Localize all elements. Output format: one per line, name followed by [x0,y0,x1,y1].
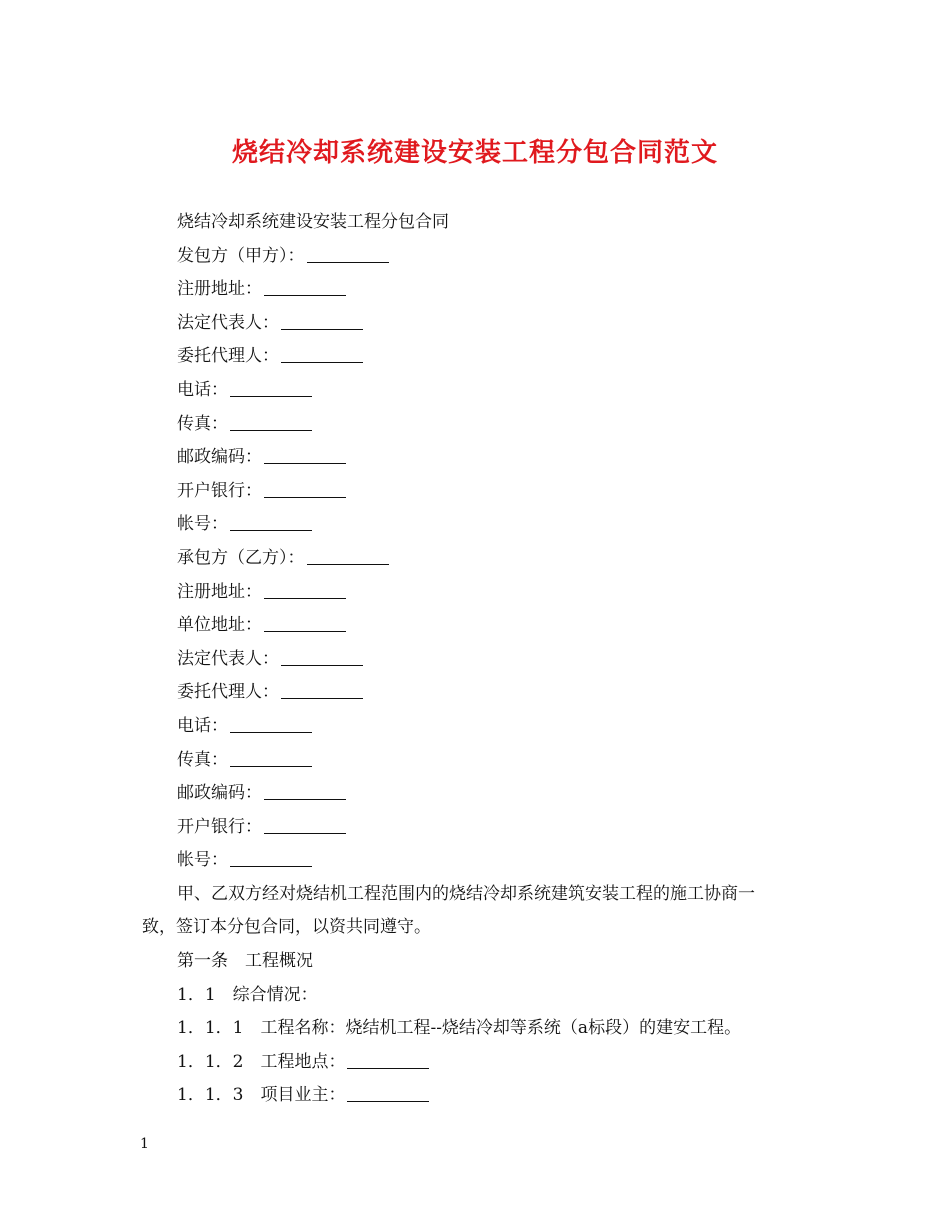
field-label: 传真： [177,749,228,770]
party-b-field [142,811,810,845]
clause-1-1-3 [142,1079,810,1113]
field-blank [264,294,346,296]
party-a-field [142,307,810,341]
field-blank [230,731,312,733]
field-label: 邮政编码： [177,783,262,804]
field-blank [264,496,346,498]
party-b-field [142,643,810,677]
field-label: 委托代理人： [177,346,279,367]
document-body [142,206,810,1113]
party-b-blank [307,563,389,565]
field-blank [264,798,346,800]
field-label: 单位地址： [177,615,262,636]
party-b-field [142,710,810,744]
party-a-field [142,374,810,408]
intro-paragraph-line1: 甲、乙双方经对烧结机工程范围内的烧结冷却系统建筑安装工程的施工协商一 [177,883,755,904]
party-a-field [142,441,810,475]
contract-subtitle: 烧结冷却系统建设安装工程分包合同 [177,212,449,232]
party-a-label: 发包方（甲方）： [177,245,305,266]
field-blank [264,630,346,632]
field-blank [281,664,363,666]
field-blank [230,765,312,767]
party-b-label: 承包方（乙方）： [177,547,305,568]
party-b-field [142,676,810,710]
clause-1-1-1: 1．1．1 工程名称：烧结机工程--烧结冷却等系统（a标段）的建安工程。 [177,1018,742,1039]
field-blank [264,832,346,834]
field-blank [281,328,363,330]
party-b-field [142,609,810,643]
field-label: 帐号： [177,850,228,871]
party-b-field [142,777,810,811]
field-label: 法定代表人： [177,312,279,333]
field-blank [264,462,346,464]
party-a-field [142,475,810,509]
clause-1-1: 1．1 综合情况： [177,984,318,1005]
field-label: 邮政编码： [177,447,262,468]
clause-blank [347,1100,429,1102]
party-a-field [142,273,810,307]
field-label: 注册地址： [177,581,262,602]
field-label: 开户银行： [177,480,262,501]
party-b-field [142,744,810,778]
field-label: 注册地址： [177,279,262,300]
field-label: 开户银行： [177,816,262,837]
clause-blank [347,1067,429,1069]
party-a-field [142,508,810,542]
field-label: 委托代理人： [177,682,279,703]
field-blank [264,597,346,599]
field-label: 法定代表人： [177,648,279,669]
intro-paragraph-line2: 致，签订本分包合同，以资共同遵守。 [142,917,431,938]
party-a-heading [142,240,810,274]
party-a-field [142,340,810,374]
field-label: 帐号： [177,514,228,535]
field-blank [281,697,363,699]
document-title: 烧结冷却系统建设安装工程分包合同范文 [231,138,718,168]
party-b-field [142,844,810,878]
party-b-heading [142,542,810,576]
party-a-field [142,408,810,442]
field-label: 传真： [177,413,228,434]
article-1-heading: 第一条 工程概况 [177,951,313,972]
party-a-blank [307,261,389,263]
clause-label: 1．1．3 项目业主： [177,1085,346,1106]
clause-label: 1．1．2 工程地点： [177,1051,346,1072]
field-blank [230,395,312,397]
field-blank [230,429,312,431]
field-blank [230,865,312,867]
field-blank [281,361,363,363]
clause-1-1-2 [142,1046,810,1080]
party-b-field [142,576,810,610]
field-blank [230,529,312,531]
page-number: 1 [140,1136,149,1152]
field-label: 电话： [177,379,228,400]
field-label: 电话： [177,715,228,736]
